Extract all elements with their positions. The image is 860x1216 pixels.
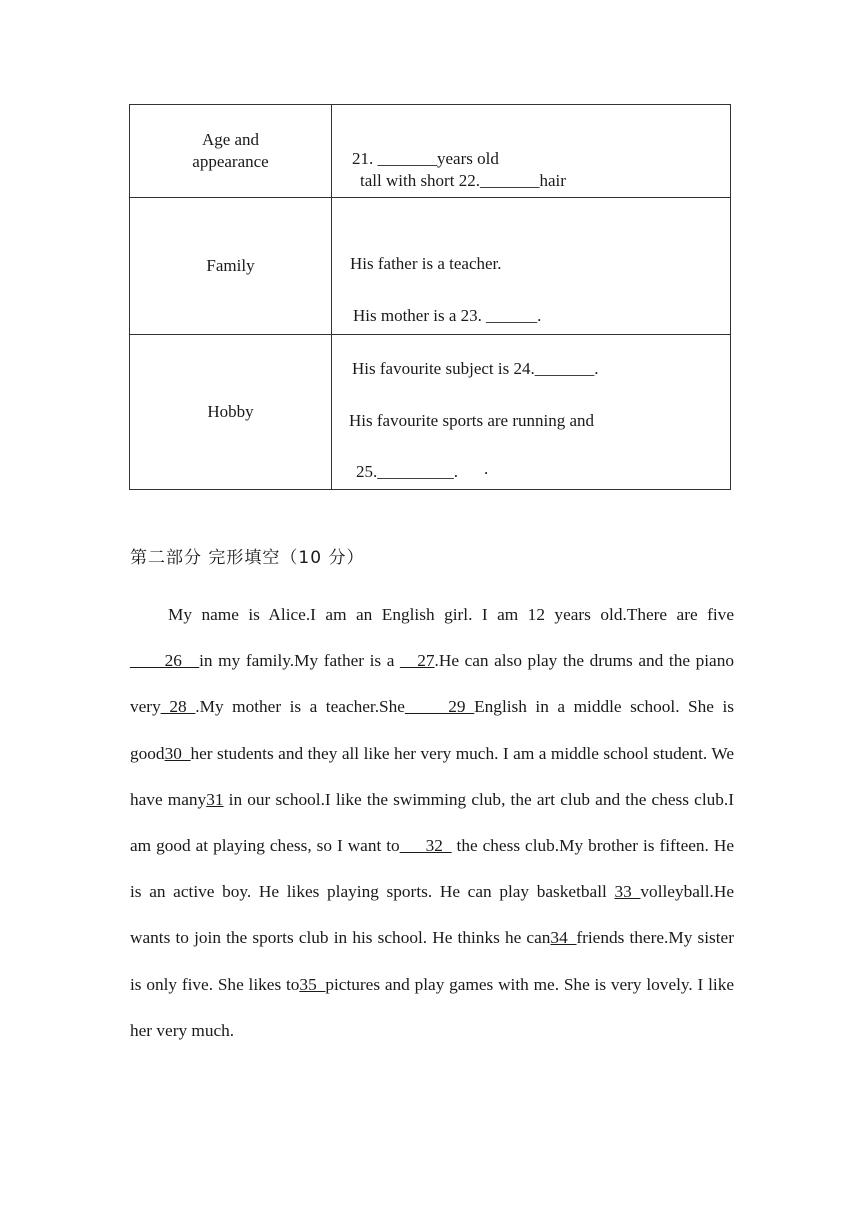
row-label-hobby: Hobby: [130, 335, 332, 490]
table-row-age: [130, 105, 731, 198]
passage-paragraph: [130, 592, 734, 1054]
cell-line-21: 21. _______years old: [352, 149, 499, 168]
blank-28: _28_: [160, 697, 196, 717]
row-content-hobby: [332, 335, 731, 490]
cell-line-22: tall with short 22._______hair: [360, 171, 566, 190]
row-label-age: [130, 105, 332, 198]
passage-text: her students and they all like her very much. I am a middle school student. We have many: [130, 743, 734, 809]
table-row-hobby: [130, 335, 731, 490]
blank-34: 34_: [550, 928, 577, 948]
row-content-age: [332, 105, 731, 198]
blank-27: __27: [399, 651, 435, 671]
passage-text: .He can also play the drums and the piano very: [130, 651, 734, 717]
label-line: appearance: [192, 152, 269, 171]
passage-text: English in a middle school. She is good: [130, 697, 734, 763]
passage-text: in our school.I like the swimming club, the art club and the chess club.I am good at playing chess, so I want to: [130, 789, 734, 856]
blank-31: 31: [206, 789, 224, 809]
blank-30: 30_: [164, 743, 191, 763]
passage-text: friends there.My sister is only five. She likes to: [130, 928, 734, 994]
passage-text: volleyball.He wants to join the sports club in his school. He thinks he can: [130, 882, 734, 948]
cloze-passage: [130, 592, 734, 1054]
passage-text: in my family.My father is a: [199, 651, 400, 671]
passage-text: pictures and play games with me. She is very lovely. I like her very much.: [130, 974, 735, 1040]
cell-line-father: His father is a teacher.: [350, 254, 502, 273]
cell-dot: .: [484, 459, 489, 478]
info-table: [129, 104, 731, 490]
cell-line-24: His favourite subject is 24._______.: [352, 359, 599, 378]
cell-line-sports: His favourite sports are running and: [349, 411, 595, 430]
blank-33: 33_: [614, 882, 641, 902]
blank-26: ____26__: [130, 651, 200, 671]
section-title: 第二部分 完形填空（10 分）: [130, 548, 365, 568]
row-content-family: [332, 198, 731, 335]
passage-text: the chess club.My brother is fifteen. He is an active boy. He likes playing sports. He can play basketball: [130, 836, 734, 902]
label-line: Age and: [201, 130, 260, 149]
blank-35: 35_: [299, 974, 326, 994]
blank-29: _____29_: [404, 697, 475, 717]
passage-text: My name is Alice.I am an English girl. I am 12 years old.There are five: [168, 605, 734, 624]
blank-32: ___32_: [399, 836, 452, 856]
cell-line-23: His mother is a 23. ______.: [353, 306, 542, 325]
row-label-family: Family: [130, 198, 332, 335]
table-row-family: [130, 198, 731, 335]
passage-text: .My mother is a teacher.She: [195, 697, 405, 717]
cell-line-25: 25._________.: [356, 462, 458, 481]
